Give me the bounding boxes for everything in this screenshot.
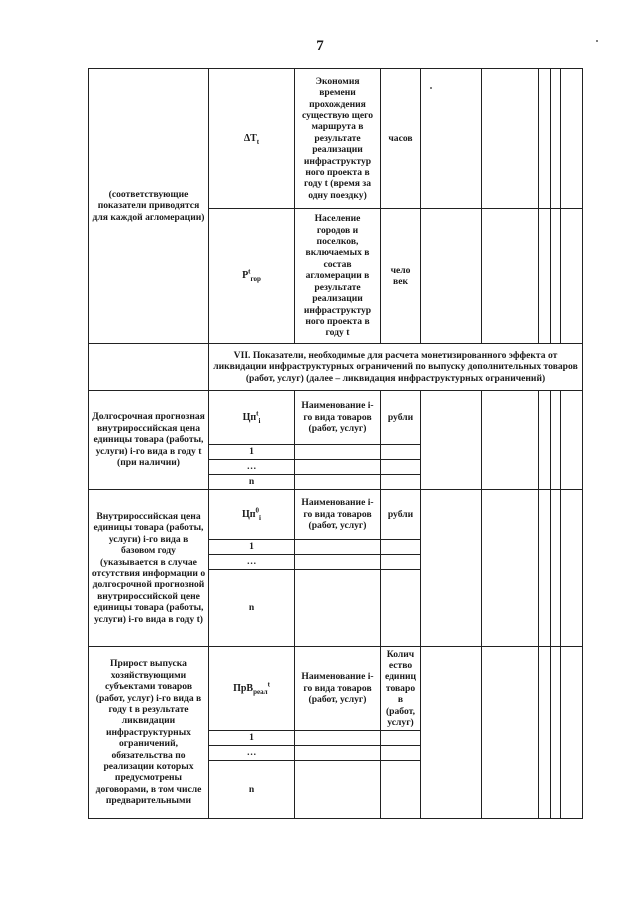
empty-cell (295, 761, 381, 819)
empty-cell (295, 475, 381, 490)
value-cell (551, 490, 561, 647)
indicator-symbol: $P^t_{гор}$ (209, 209, 295, 344)
indicator-table (88, 68, 583, 819)
scan-speck (596, 40, 598, 42)
value-cell (551, 391, 561, 490)
sub-index: 1 (209, 731, 295, 746)
indicator-unit: Колич ество единиц товаро в (работ, услуг) (381, 647, 421, 731)
value-cell (539, 490, 551, 647)
table-row (89, 647, 583, 731)
table-row (89, 391, 583, 445)
indicator-symbol: ПрВ$_{реал}^t$ (209, 647, 295, 731)
value-cell (539, 69, 551, 209)
value-cell (482, 391, 539, 490)
empty-cell (295, 731, 381, 746)
value-cell (421, 647, 482, 819)
value-cell (421, 490, 482, 647)
value-cell (561, 391, 583, 490)
value-cell (551, 69, 561, 209)
sub-index: n (209, 570, 295, 647)
indicator-unit: часов (381, 69, 421, 209)
indicator-name: Наименование i-го вида товаров (работ, услуг) (295, 647, 381, 731)
indicator-label: Внутрироссийская цена единицы товара (работы, услуги) i-го вида в базовом году (указывается в случае отсутствия информации о долгосрочной прогнозной внутрироссийской цене единицы товара (работы, услуги) i-го вида в году t) (89, 490, 209, 647)
indicator-name: Наименование i-го вида товаров (работ, услуг) (295, 391, 381, 445)
empty-cell (381, 570, 421, 647)
value-cell (421, 69, 482, 209)
table-row (89, 490, 583, 540)
value-cell (421, 209, 482, 344)
section-row (89, 344, 583, 391)
empty-cell (381, 555, 421, 570)
empty-cell (381, 540, 421, 555)
empty-cell (295, 555, 381, 570)
sub-index: 1 (209, 445, 295, 460)
value-cell (561, 209, 583, 344)
indicator-symbol: $Цп^0_i$ (209, 490, 295, 540)
empty-cell (381, 460, 421, 475)
indicator-unit: рубли (381, 490, 421, 540)
empty-cell (295, 460, 381, 475)
sub-index: 1 (209, 540, 295, 555)
indicator-symbol: $\Delta T_t$ (209, 69, 295, 209)
sub-index: … (209, 460, 295, 475)
value-cell (539, 647, 551, 819)
value-cell (539, 209, 551, 344)
indicator-label: (соответствующие показатели приводятся для каждой агломерации) (89, 69, 209, 344)
value-cell (551, 647, 561, 819)
value-cell (421, 391, 482, 490)
sub-index: n (209, 475, 295, 490)
indicator-unit: чело век (381, 209, 421, 344)
indicator-label: Долгосрочная прогнозная внутрироссийская цена единицы товара (работы, услуги) i-го вида в году t (при наличии) (89, 391, 209, 490)
value-cell (561, 490, 583, 647)
empty-cell (381, 445, 421, 460)
value-cell (482, 69, 539, 209)
indicator-name: Наименование i-го вида товаров (работ, услуг) (295, 490, 381, 540)
sub-index: n (209, 761, 295, 819)
indicator-symbol: $Цп^t_i$ (209, 391, 295, 445)
empty-cell (295, 445, 381, 460)
section-title: VII. Показатели, необходимые для расчета монетизированного эффекта от ликвидации инфраструктурных ограничений по выпуску дополнительных товаров (работ, услуг) (далее – ликвидация инфраструктурных ограничений) (209, 344, 583, 391)
indicator-unit: рубли (381, 391, 421, 445)
empty-cell (381, 746, 421, 761)
empty-cell (381, 475, 421, 490)
value-cell (482, 647, 539, 819)
value-cell (551, 209, 561, 344)
page-number: 7 (316, 38, 324, 54)
sub-index: … (209, 746, 295, 761)
value-cell (482, 490, 539, 647)
indicator-name: Экономия времени прохождения существую щего маршрута в результате реализации инфраструктур ного проекта в году t (время за одну поездку) (295, 69, 381, 209)
value-cell (539, 391, 551, 490)
sub-index: … (209, 555, 295, 570)
empty-cell (381, 731, 421, 746)
indicator-label: Прирост выпуска хозяйствующими субъектами товаров (работ, услуг) i-го вида в году t в результате ликвидации инфраструктурных ограничений, обязательства по реализации которых предусмотрены договорами, в том числе предварительными (89, 647, 209, 819)
empty-cell (295, 570, 381, 647)
value-cell (561, 69, 583, 209)
empty-cell (89, 344, 209, 391)
indicator-name: Население городов и поселков, включаемых в состав агломерации в результате реализации инфраструктур ного проекта в году t (295, 209, 381, 344)
empty-cell (381, 761, 421, 819)
value-cell (561, 647, 583, 819)
empty-cell (295, 540, 381, 555)
table-row (89, 69, 583, 209)
value-cell (482, 209, 539, 344)
empty-cell (295, 746, 381, 761)
